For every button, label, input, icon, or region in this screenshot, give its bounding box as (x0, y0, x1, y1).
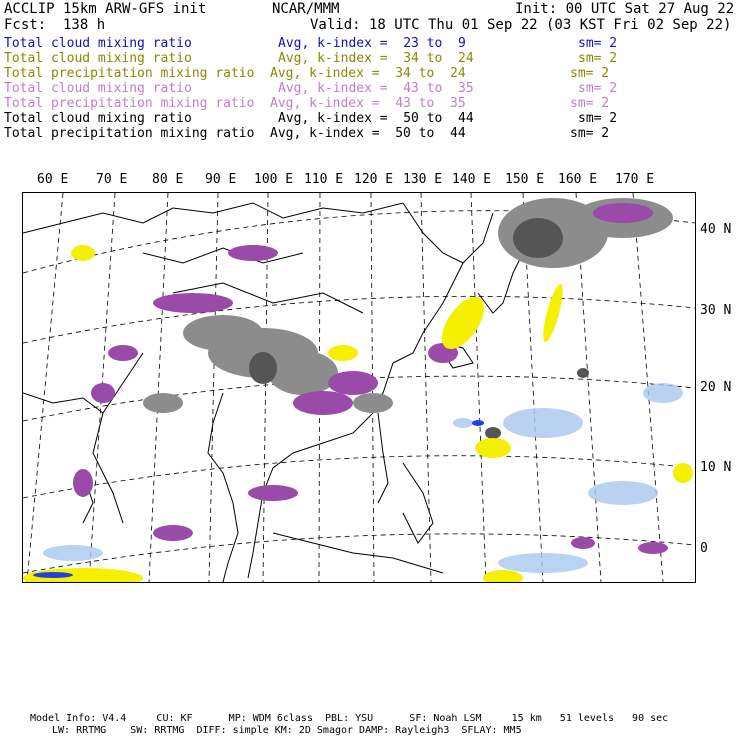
lon-label: 80 E (152, 172, 184, 187)
lon-label: 110 E (304, 172, 344, 187)
lon-label: 70 E (96, 172, 128, 187)
field-avg: Avg, k-index = 43 to 35 (278, 81, 474, 96)
lat-label: 20 N (700, 380, 732, 395)
lon-label: 150 E (505, 172, 545, 187)
lon-label: 60 E (37, 172, 69, 187)
plot-title: ACCLIP 15km ARW-GFS init (4, 1, 207, 17)
lon-label: 100 E (254, 172, 294, 187)
lon-label: 120 E (354, 172, 394, 187)
lon-label: 90 E (205, 172, 237, 187)
lon-label: 130 E (403, 172, 443, 187)
lon-label: 140 E (452, 172, 492, 187)
field-name: Total cloud mixing ratio (4, 51, 192, 66)
field-name: Total precipitation mixing ratio (4, 126, 255, 141)
init-time: Init: 00 UTC Sat 27 Aug 22 (515, 1, 735, 17)
field-name: Total cloud mixing ratio (4, 111, 192, 126)
field-sm: sm= 2 (578, 36, 618, 51)
field-name: Total precipitation mixing ratio (4, 66, 255, 81)
field-sm: sm= 2 (570, 66, 610, 81)
field-avg: Avg, k-index = 23 to 9 (278, 36, 466, 51)
valid-time: Valid: 18 UTC Thu 01 Sep 22 (03 KST Fri 02 Sep 22) (310, 17, 732, 33)
field-sm: sm= 2 (570, 126, 610, 141)
lat-label: 0 (700, 541, 708, 556)
field-name: Total cloud mixing ratio (4, 81, 192, 96)
lon-label: 160 E (558, 172, 598, 187)
cloud-yellow (23, 245, 693, 582)
field-sm: sm= 2 (570, 96, 610, 111)
field-sm: sm= 2 (578, 51, 618, 66)
field-avg: Avg, k-index = 34 to 24 (270, 66, 466, 81)
lat-label: 10 N (700, 460, 732, 475)
institution-label: NCAR/MMM (272, 1, 340, 17)
field-name: Total cloud mixing ratio (4, 36, 192, 51)
lat-label: 40 N (700, 222, 732, 237)
field-avg: Avg, k-index = 34 to 24 (278, 51, 474, 66)
field-sm: sm= 2 (578, 81, 618, 96)
map-canvas (23, 193, 695, 582)
field-avg: Avg, k-index = 50 to 44 (278, 111, 474, 126)
forecast-hour: Fcst: 138 h (4, 17, 106, 33)
forecast-map (22, 192, 696, 583)
field-name: Total precipitation mixing ratio (4, 96, 255, 111)
lon-label: 170 E (615, 172, 655, 187)
field-sm: sm= 2 (578, 111, 618, 126)
model-info-line2: LW: RRTMG SW: RRTMG DIFF: simple KM: 2D Smagor DAMP: Rayleigh3 SFLAY: MM5 (52, 725, 522, 736)
model-info-line1: Model Info: V4.4 CU: KF MP: WDM 6class PBL: YSU SF: Noah LSM 15 km 51 levels 90 sec (30, 713, 669, 724)
lat-label: 30 N (700, 303, 732, 318)
field-avg: Avg, k-index = 43 to 35 (270, 96, 466, 111)
field-avg: Avg, k-index = 50 to 44 (270, 126, 466, 141)
